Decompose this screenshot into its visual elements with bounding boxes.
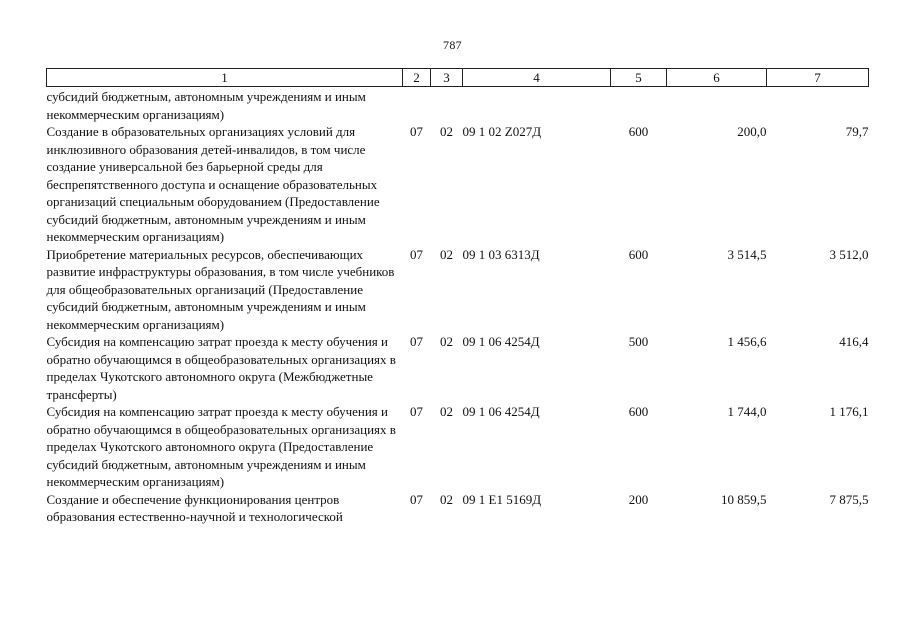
row-name: Приобретение материальных ресурсов, обеспечивающих развитие инфраструктуры образования, в том числе учебников для общеобразовательных организаций (Предоставление субсидий бюджетным, автономным учреждениям и иным некоммерческим организациям) xyxy=(46,246,395,332)
header-col-1: 1 xyxy=(47,69,403,87)
row-target-article: 09 1 02 Z027Д xyxy=(462,124,542,139)
row-expense-type: 600 xyxy=(628,124,649,139)
column-number-header xyxy=(47,69,869,87)
row-target-article: 09 1 06 4254Д xyxy=(462,404,540,419)
row-plan-amount: 3 514,5 xyxy=(727,246,767,262)
row-subsection xyxy=(431,87,463,124)
row-subsection: 02 xyxy=(440,124,453,139)
row-target-article: 09 1 E1 5169Д xyxy=(462,491,542,507)
row-name: субсидий бюджетным, автономным учреждениям и иным некоммерческим организациям) xyxy=(46,89,366,122)
table-row xyxy=(47,333,869,403)
row-target-article: 09 1 06 4254Д xyxy=(462,334,540,349)
row-name: Субсидия на компенсацию затрат проезда к месту обучения и обратно обучающимся в общеобразовательных организациях в пределах Чукотского автономного округа (Межбюджетные трансферты) xyxy=(46,334,396,402)
table-row xyxy=(47,123,869,246)
row-subsection: 02 xyxy=(440,334,453,349)
table-row xyxy=(47,87,869,124)
row-section xyxy=(403,87,431,124)
row-name: Создание в образовательных организациях условий для инклюзивного образования детей-инвалидов, в том числе создание универсальной без барьерной среды для беспрепятственного доступа и оснащение образовательных организаций специальным оборудованием (Предоставление субсидий бюджетным, автономным учреждениям и иным некоммерческим организациям) xyxy=(46,124,380,244)
row-plan-amount: 1 456,6 xyxy=(727,334,767,349)
row-expense-type: 200 xyxy=(628,491,649,507)
row-plan-amount xyxy=(667,87,767,124)
row-section: 07 xyxy=(410,246,423,262)
row-section: 07 xyxy=(410,491,423,507)
row-section: 07 xyxy=(410,334,423,349)
row-expense-type xyxy=(611,87,667,124)
row-expense-type: 600 xyxy=(628,404,649,419)
row-name: Субсидия на компенсацию затрат проезда к месту обучения и обратно обучающимся в общеобразовательных организациях в пределах Чукотского автономного округа (Предоставление субсидий бюджетным, автономным учреждениям и иным некоммерческим организациям) xyxy=(46,404,396,489)
table-row xyxy=(47,491,869,526)
row-actual-amount: 416,4 xyxy=(839,334,869,349)
row-plan-amount: 10 859,5 xyxy=(721,491,767,507)
table-row xyxy=(47,403,869,491)
row-subsection: 02 xyxy=(440,404,453,419)
row-target-article xyxy=(463,87,611,124)
budget-table xyxy=(46,68,869,526)
row-name: Создание и обеспечение функционирования центров образования естественно-научной и технологической xyxy=(46,491,343,524)
header-col-2: 2 xyxy=(403,69,431,87)
row-section: 07 xyxy=(410,124,423,139)
row-actual-amount xyxy=(767,87,869,124)
row-actual-amount: 79,7 xyxy=(845,124,869,139)
row-subsection: 02 xyxy=(440,491,453,507)
row-actual-amount: 1 176,1 xyxy=(829,404,869,419)
row-actual-amount: 3 512,0 xyxy=(829,246,869,262)
page-number: 787 xyxy=(443,38,462,52)
header-col-6: 6 xyxy=(667,69,767,87)
row-plan-amount: 1 744,0 xyxy=(727,404,767,419)
row-target-article: 09 1 03 6313Д xyxy=(462,246,540,262)
header-col-5: 5 xyxy=(611,69,667,87)
table-row xyxy=(47,246,869,334)
row-section: 07 xyxy=(410,404,423,419)
header-col-4: 4 xyxy=(463,69,611,87)
row-expense-type: 500 xyxy=(628,334,649,349)
header-col-3: 3 xyxy=(431,69,463,87)
row-expense-type: 600 xyxy=(628,246,649,262)
row-plan-amount: 200,0 xyxy=(737,124,767,139)
row-subsection: 02 xyxy=(440,246,453,262)
row-actual-amount: 7 875,5 xyxy=(829,491,869,507)
header-col-7: 7 xyxy=(767,69,869,87)
